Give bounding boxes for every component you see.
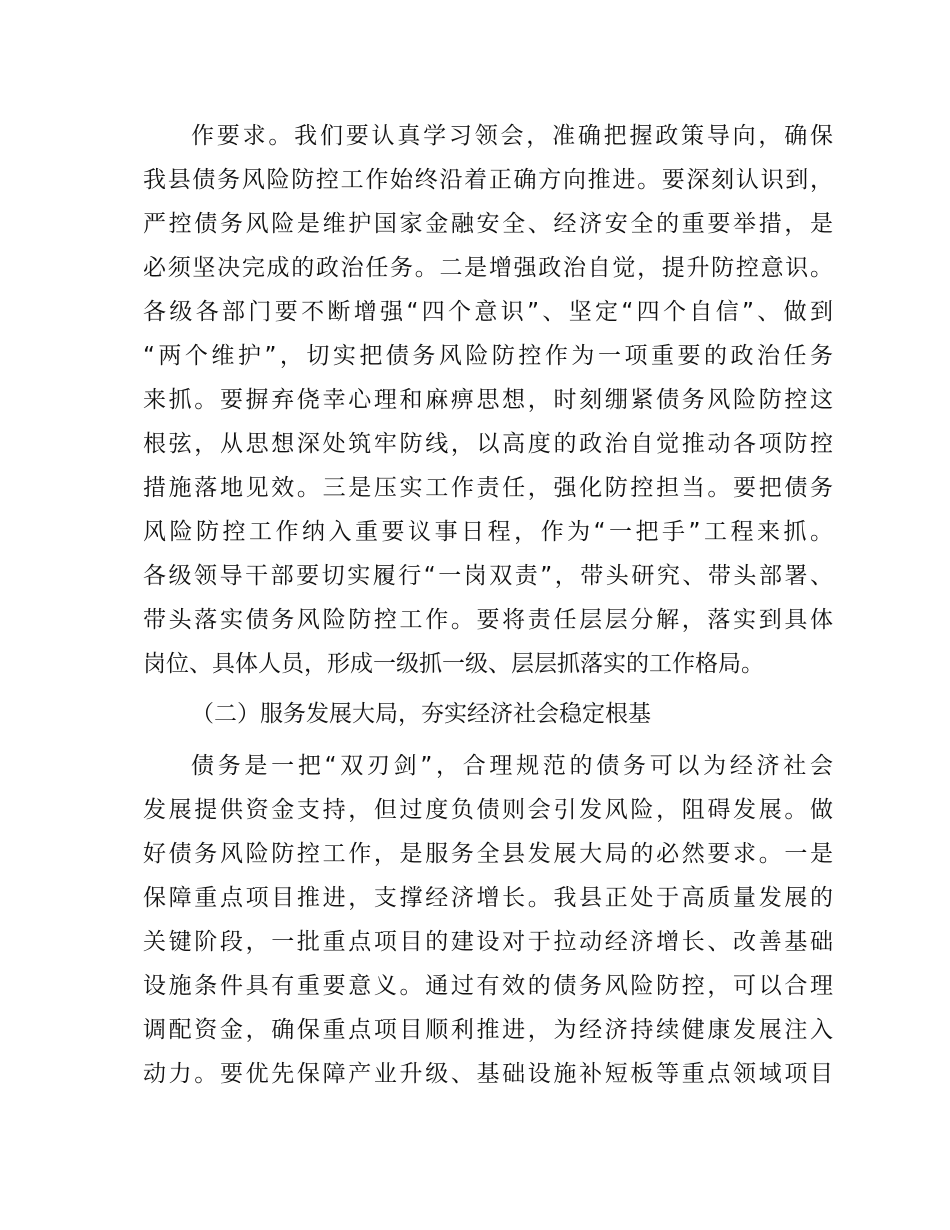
paragraph-line: “两个维护”，切实把债务风险防控作为一项重要的政治任务 bbox=[143, 343, 833, 369]
paragraph-line: 根弦，从思想深处筑牢防线，以高度的政治自觉推动各项防控 bbox=[143, 431, 833, 457]
paragraph-line: 措施落地见效。三是压实工作责任，强化防控担当。要把债务 bbox=[143, 475, 833, 501]
paragraph-line: 岗位、具体人员，形成一级抓一级、层层抓落实的工作格局。 bbox=[143, 651, 764, 677]
paragraph-line: 作要求。我们要认真学习领会，准确把握政策导向，确保 bbox=[191, 123, 833, 149]
paragraph-line: 各级各部门要不断增强“四个意识”、坚定“四个自信”、做到 bbox=[143, 299, 833, 325]
paragraph-line: 动力。要优先保障产业升级、基础设施补短板等重点领域项目 bbox=[143, 1061, 833, 1087]
paragraph-line: 保障重点项目推进，支撑经济增长。我县正处于高质量发展的 bbox=[143, 885, 833, 911]
paragraph-line: 设施条件具有重要意义。通过有效的债务风险防控，可以合理 bbox=[143, 973, 833, 999]
paragraph-line: 好债务风险防控工作，是服务全县发展大局的必然要求。一是 bbox=[143, 841, 833, 867]
paragraph-line: 调配资金，确保重点项目顺利推进，为经济持续健康发展注入 bbox=[143, 1017, 833, 1043]
paragraph-line: 风险防控工作纳入重要议事日程，作为“一把手”工程来抓。 bbox=[143, 519, 833, 545]
paragraph-line: 债务是一把“双刃剑”，合理规范的债务可以为经济社会 bbox=[191, 753, 833, 779]
paragraph-line: 严控债务风险是维护国家金融安全、经济安全的重要举措，是 bbox=[143, 211, 833, 237]
section-heading: （二）服务发展大局，夯实经济社会稳定根基 bbox=[191, 701, 651, 727]
paragraph-line: 关键阶段，一批重点项目的建设对于拉动经济增长、改善基础 bbox=[143, 929, 833, 955]
paragraph-line: 各级领导干部要切实履行“一岗双责”，带头研究、带头部署、 bbox=[143, 563, 833, 589]
paragraph-line: 发展提供资金支持，但过度负债则会引发风险，阻碍发展。做 bbox=[143, 797, 833, 823]
paragraph-line: 带头落实债务风险防控工作。要将责任层层分解，落实到具体 bbox=[143, 607, 833, 633]
paragraph-line: 来抓。要摒弃侥幸心理和麻痹思想，时刻绷紧债务风险防控这 bbox=[143, 387, 833, 413]
paragraph-line: 必须坚决完成的政治任务。二是增强政治自觉，提升防控意识。 bbox=[143, 255, 833, 281]
paragraph-line: 我县债务风险防控工作始终沿着正确方向推进。要深刻认识到， bbox=[143, 167, 833, 193]
